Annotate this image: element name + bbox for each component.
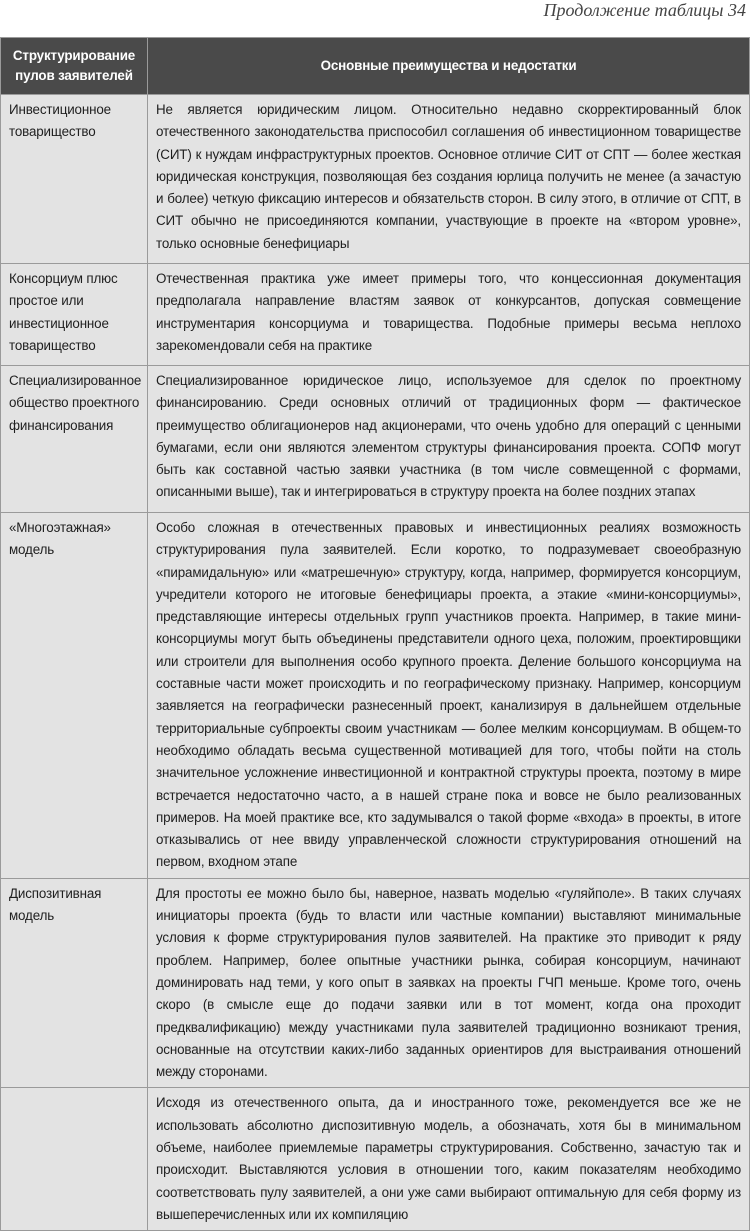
row-name: «Многоэтажная» модель (1, 513, 148, 879)
table-row (1, 95, 750, 264)
row-name: Диспозитивная модель (1, 878, 148, 1088)
table-row (1, 264, 750, 366)
table-row (1, 1088, 750, 1231)
row-text: Не является юридическим лицом. Относительно недавно скорректированный блок отечественного законодательства приспособил соглашения об инвестиционном товариществе (СИТ) к нуждам инфраструктурных проектов. Основное отличие СИТ от СПТ — более жесткая юридическая конструкция, позволяющая без создания юрлица получить не менее (а зачастую и более) четкую фиксацию интересов и обязательств сторон. В силу этого, в отличие от СПТ, в СИТ обычно не присоединяются компании, участвующие в проекте на «втором уровне», только основные бенефициары (148, 95, 750, 264)
row-text: Для простоты ее можно было бы, наверное, назвать моделью «гуляйполе». В таких случаях инициаторы проекта (будь то власти или частные компании) выставляют минимальные условия к форме структурирования пулов заявителей. На практике это приводит к ряду проблем. Например, более опытные участники рынка, собирая консорциум, начинают доминировать над теми, у кого опыт в заявках на проекты ГЧП меньше. Кроме того, очень скоро (в смысле еще до подачи заявки или в тот момент, когда она проходит предквалификацию) между участниками пула заявителей традиционно возникают трения, основанные на отсутствии каких-либо заданных ориентиров для выстраивания отношений между сторонами. (148, 878, 750, 1088)
table-row (1, 366, 750, 513)
table-row (1, 513, 750, 879)
header-structuring: Структурирование пулов заявителей (1, 38, 148, 95)
row-text: Специализированное юридическое лицо, используемое для сделок по проектному финансированию. Среди основных отличий от традиционных форм — фактическое преимущество облигационеров над акционерами, что очень удобно для операций с ценными бумагами, если они являются элементом структуры финансирования проекта. СОПФ могут быть как составной частью заявки участника (в том числе совмещенной с формами, описанными выше), так и интегрироваться в структуру проекта на более поздних этапах (148, 366, 750, 513)
comparison-table (0, 37, 750, 1231)
row-text: Особо сложная в отечественных правовых и инвестиционных реалиях возможность структурирования пула заявителей. Если коротко, то подразумевает своеобразную «пирамидальную» или «матрешечную» структуру, когда, например, формируется консорциум, учредители которого не итоговые бенефициары проекта, а этакие «мини-консорциумы», представляющие интересы отдельных групп участников проекта. Например, в такие мини-консорциумы могут быть объединены представители одного цеха, положим, проектировщики или строители для выполнения особо крупного проекта. Деление большого консорциума на составные части может происходить и по географическому признаку. Например, консорциум заявляется на географически разнесенный проект, канализируя в дальнейшем отдельные территориальные субпроекты своим участникам — более мелким консорциумам. В общем-то необходимо обладать весьма существенной мотивацией для того, чтобы пойти на столь значительное усложнение инвестиционной и контрактной структуры проекта, поэтому в мире встречается недостаточно часто, а в нашей стране пока и вовсе не было реализованных примеров. На моей практике все, кто задумывался о такой форме «входа» в проекты, в итоге отказывались от нее ввиду управленческой сложности структурирования отношений на первом, входном этапе (148, 513, 750, 879)
table-header-row (1, 38, 750, 95)
row-name: Инвестиционное товарищество (1, 95, 148, 264)
row-name: Консорциум плюс простое или инвестиционное товарищество (1, 264, 148, 366)
row-text: Отечественная практика уже имеет примеры того, что концессионная документация предполагала направление властям заявок от конкурсантов, допуская совмещение инструментария консорциума и товарищества. Подобные примеры весьма неплохо зарекомендовали себя на практике (148, 264, 750, 366)
row-name: Специализированное общество проектного финансирования (1, 366, 148, 513)
table-caption: Продолжение таблицы 34 (543, 0, 746, 20)
header-pros-cons: Основные преимущества и недостатки (148, 38, 750, 95)
row-text: Исходя из отечественного опыта, да и иностранного тоже, рекомендуется все же не использовать абсолютно диспозитивную модель, а обозначать, хотя бы в минимальном объеме, наиболее приемлемые параметры структурирования. Собственно, зачастую так и происходит. Выставляются условия в отношении того, каким показателям необходимо соответствовать пулу заявителей, а они уже сами выбирают оптимальную для себя форму из вышеперечисленных или их компиляцию (148, 1088, 750, 1231)
row-name (1, 1088, 148, 1231)
table-row (1, 878, 750, 1088)
